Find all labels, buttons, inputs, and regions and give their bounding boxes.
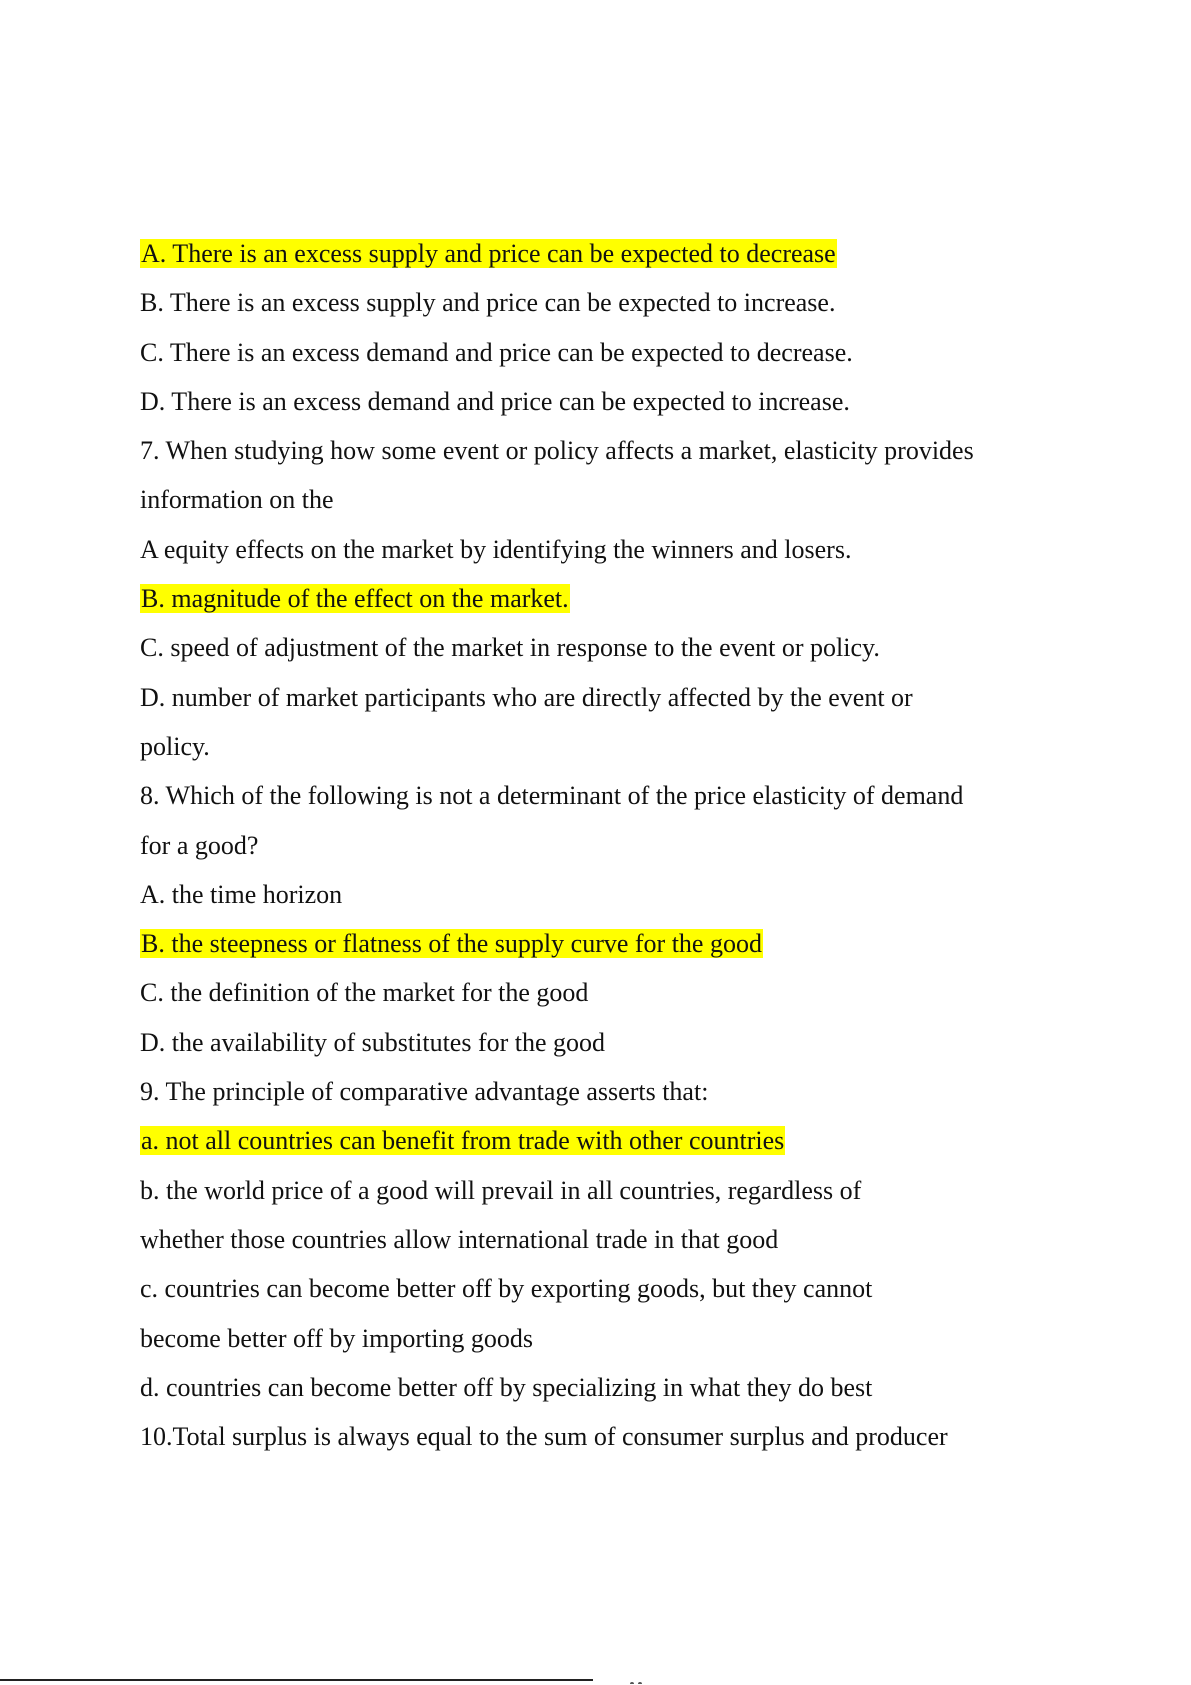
question-8-cont <box>140 821 1040 870</box>
highlighted-answer: B. the steepness or flatness of the supply curve for the good <box>141 929 762 959</box>
highlighted-answer: A. There is an excess supply and price can be expected to decrease <box>141 239 836 268</box>
answer-7d <box>140 673 1040 722</box>
question-text: 10.Total surplus is always equal to the sum of consumer surplus and producer <box>140 1422 948 1452</box>
answer-7a <box>140 525 1040 574</box>
answer-text: A equity effects on the market by identifying the winners and losers. <box>140 534 852 564</box>
answer-text: C. There is an excess demand and price can be expected to decrease. <box>140 337 853 367</box>
answer-text: D. the availability of substitutes for the good <box>140 1027 606 1057</box>
question-text: information on the <box>140 485 334 515</box>
page-number-fragment <box>630 1677 670 1685</box>
answer-text: D. There is an excess demand and price can be expected to increase. <box>140 386 850 416</box>
answer-text: C. speed of adjustment of the market in response to the event or policy. <box>140 633 880 663</box>
answer-6d <box>140 377 1040 426</box>
answer-9c-cont <box>140 1314 1040 1363</box>
answer-8c <box>140 968 1040 1017</box>
answer-9b-cont <box>140 1215 1040 1264</box>
answer-text: policy. <box>140 731 210 761</box>
question-text: 8. Which of the following is not a determinant of the price elasticity of demand <box>140 781 964 811</box>
question-text: 7. When studying how some event or policy affects a market, elasticity provides <box>140 436 974 466</box>
footer-rule <box>0 1679 593 1681</box>
answer-6c <box>140 328 1040 377</box>
answer-text: C. the definition of the market for the good <box>140 978 589 1008</box>
answer-7b <box>140 574 1040 623</box>
answer-7c <box>140 623 1040 672</box>
answer-9d <box>140 1363 1040 1412</box>
answer-8b <box>140 919 1040 968</box>
question-9 <box>140 1067 1040 1116</box>
answer-9a <box>140 1116 1040 1165</box>
question-7-cont <box>140 475 1040 524</box>
highlighted-answer: B. magnitude of the effect on the market. <box>141 584 569 614</box>
answer-text: whether those countries allow international trade in that good <box>140 1224 779 1254</box>
answer-text: c. countries can become better off by exporting goods, but they cannot <box>140 1274 873 1304</box>
answer-7d-cont <box>140 722 1040 771</box>
answer-text: D. number of market participants who are directly affected by the event or <box>140 682 913 712</box>
answer-9c <box>140 1264 1040 1313</box>
question-text: 9. The principle of comparative advantage asserts that: <box>140 1077 709 1107</box>
question-8 <box>140 771 1040 820</box>
answer-text: B. There is an excess supply and price can be expected to increase. <box>140 288 836 318</box>
answer-text: become better off by importing goods <box>140 1323 534 1353</box>
answer-6b <box>140 278 1040 327</box>
answer-8a <box>140 870 1040 919</box>
highlighted-answer: a. not all countries can benefit from trade with other countries <box>141 1126 785 1156</box>
answer-text: b. the world price of a good will prevail in all countries, regardless of <box>140 1175 862 1205</box>
document-body <box>140 229 1040 1461</box>
answer-8d <box>140 1018 1040 1067</box>
answer-text: d. countries can become better off by specializing in what they do best <box>140 1372 873 1402</box>
question-text: for a good? <box>140 830 259 860</box>
answer-6a <box>140 229 1040 278</box>
answer-9b <box>140 1166 1040 1215</box>
question-7 <box>140 426 1040 475</box>
question-10 <box>140 1412 1040 1461</box>
answer-text: A. the time horizon <box>140 879 343 909</box>
